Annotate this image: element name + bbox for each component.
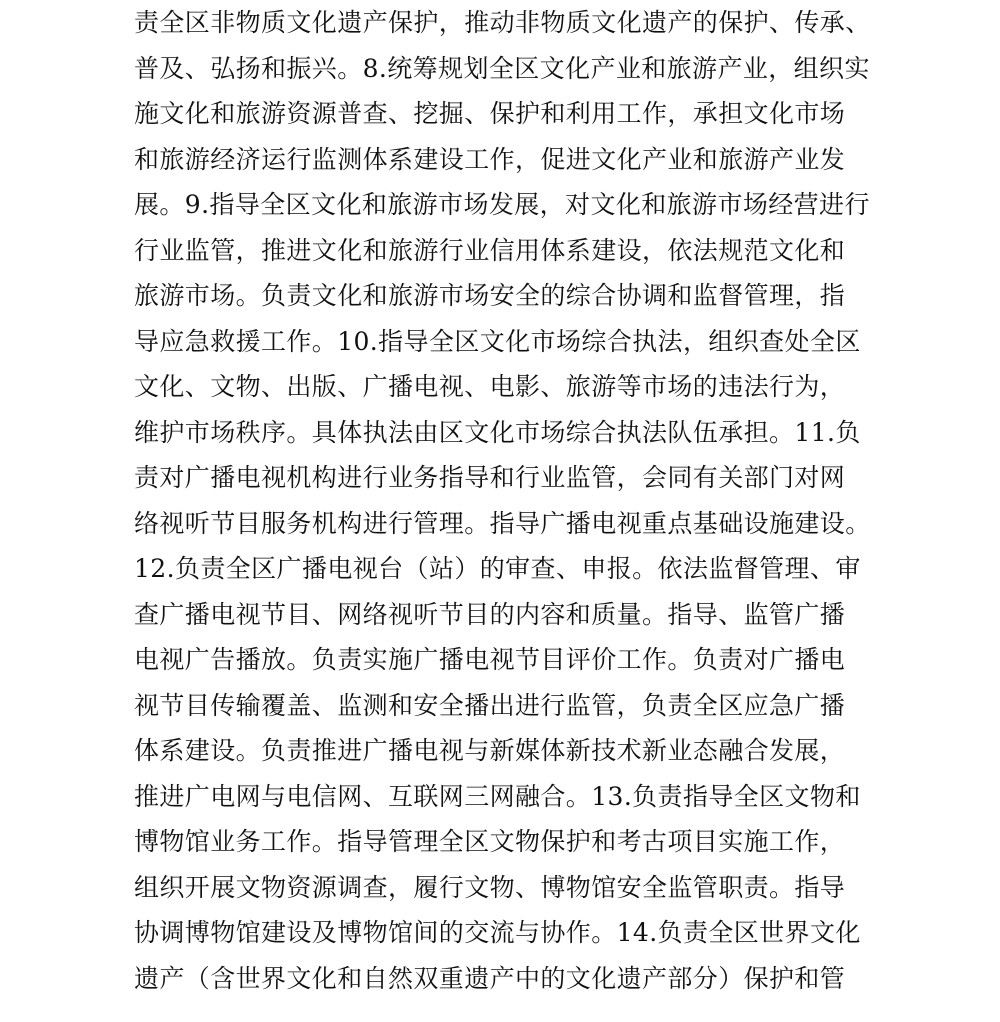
text-line: 导应急救援工作。10.指导全区文化市场综合执法，组织查处全区 <box>134 326 861 356</box>
body-text <box>134 0 914 1001</box>
text-line: 查广播电视节目、网络视听节目的内容和质量。指导、监管广播 <box>134 599 846 629</box>
text-line: 组织开展文物资源调查，履行文物、博物馆安全监管职责。指导 <box>134 872 846 902</box>
text-line: 络视听节目服务机构进行管理。指导广播电视重点基础设施建设。 <box>134 508 871 538</box>
text-line: 文化、文物、出版、广播电视、电影、旅游等市场的违法行为， <box>134 372 846 401</box>
text-line: 博物馆业务工作。指导管理全区文物保护和考古项目实施工作， <box>134 827 846 856</box>
text-line: 普及、弘扬和振兴。8.统筹规划全区文化产业和旅游产业，组织实 <box>134 53 870 83</box>
text-line: 和旅游经济运行监测体系建设工作，促进文化产业和旅游产业发 <box>134 144 846 174</box>
text-line: 责对广播电视机构进行业务指导和行业监管，会同有关部门对网 <box>134 463 846 492</box>
text-line: 行业监管，推进文化和旅游行业信用体系建设，依法规范文化和 <box>134 235 846 265</box>
text-line: 维护市场秩序。具体执法由区文化市场综合执法队伍承担。11.负 <box>134 417 861 447</box>
text-line: 旅游市场。负责文化和旅游市场安全的综合协调和监督管理，指 <box>134 281 846 310</box>
text-line: 施文化和旅游资源普查、挖掘、保护和利用工作，承担文化市场 <box>134 99 846 128</box>
text-line: 遗产（含世界文化和自然双重遗产中的文化遗产部分）保护和管 <box>134 963 846 993</box>
text-line: 责全区非物质文化遗产保护，推动非物质文化遗产的保护、传承、 <box>134 8 871 37</box>
text-line: 推进广电网与电信网、互联网三网融合。13.负责指导全区文物和 <box>134 781 861 811</box>
text-line: 12.负责全区广播电视台（站）的审查、申报。依法监督管理、审 <box>134 554 861 583</box>
text-line: 协调博物馆建设及博物馆间的交流与协作。14.负责全区世界文化 <box>134 918 861 947</box>
text-line: 展。9.指导全区文化和旅游市场发展，对文化和旅游市场经营进行 <box>134 190 870 219</box>
text-line: 体系建设。负责推进广播电视与新媒体新技术新业态融合发展， <box>134 736 846 765</box>
text-line: 电视广告播放。负责实施广播电视节目评价工作。负责对广播电 <box>134 645 846 674</box>
text-line: 视节目传输覆盖、监测和安全播出进行监管，负责全区应急广播 <box>134 690 846 720</box>
